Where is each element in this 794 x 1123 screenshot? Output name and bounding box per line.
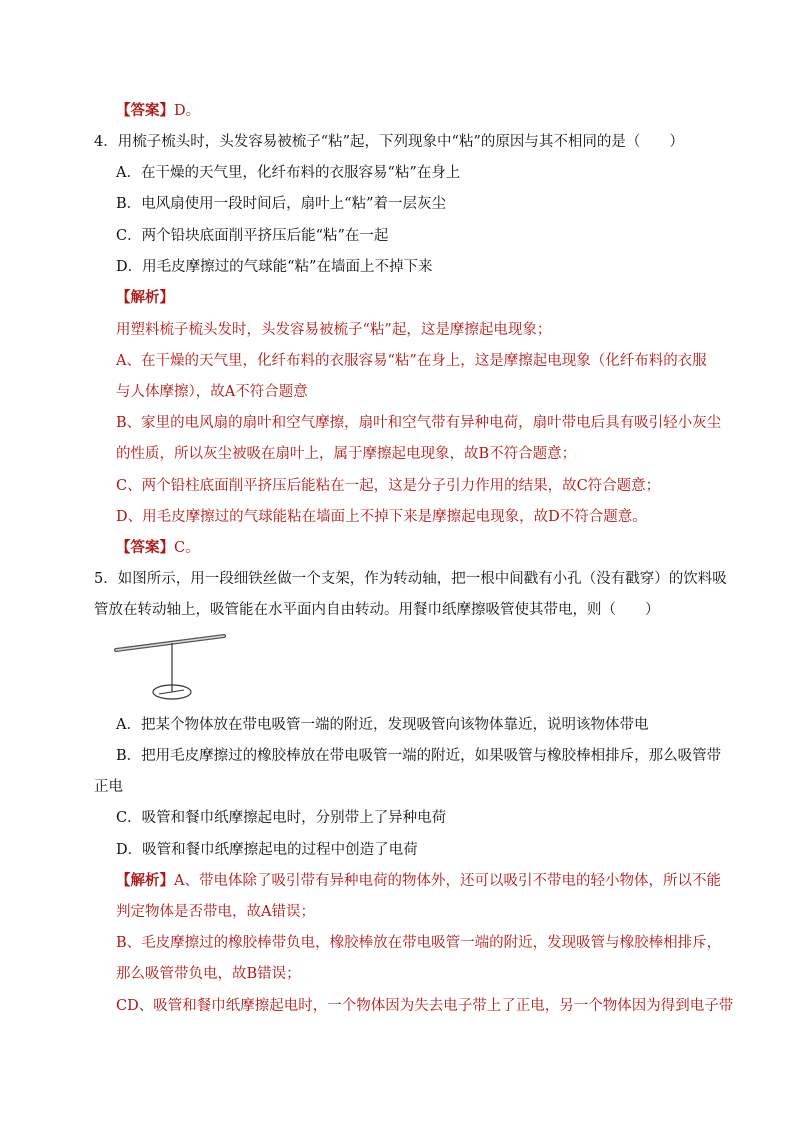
q4-analysis-tag: 【解析】 bbox=[116, 289, 174, 306]
q5-option-a: A．把某个物体放在带电吸管一端的附近，发现吸管向该物体靠近，说明该物体带电 bbox=[116, 717, 649, 733]
q5-analysis-line: B、毛皮摩擦过的橡胶棒带负电，橡胶棒放在带电吸管一端的附近，发现吸管与橡胶棒相排斥， bbox=[116, 935, 722, 951]
straw-pivot-figure bbox=[112, 632, 232, 702]
q4-option-d: D．用毛皮摩擦过的气球能“粘”在墙面上不掉下来 bbox=[116, 259, 433, 275]
q5-analysis-tag: 【解析】 bbox=[116, 872, 174, 889]
q4-stem: 4．用梳子梳头时，头发容易被梳子“粘”起，下列现象中“粘”的原因与其不相同的是（ ） bbox=[94, 134, 684, 150]
q4-analysis-line: 与人体摩擦），故A不符合题意 bbox=[116, 384, 308, 400]
q4-analysis-line: A、在干燥的天气里，化纤布料的衣服容易“粘”在身上，这是摩擦起电现象（化纤布料的衣服 bbox=[116, 353, 707, 369]
q4-option-c: C．两个铅块底面削平挤压后能“粘”在一起 bbox=[116, 228, 389, 244]
q4-analysis-line: 用塑料梳子梳头发时，头发容易被梳子“粘”起，这是摩擦起电现象； bbox=[116, 322, 552, 338]
q4-answer-line bbox=[116, 538, 200, 558]
q5-option-b-cont: 正电 bbox=[94, 779, 123, 795]
answer-value: D。 bbox=[174, 103, 201, 119]
q5-option-c: C．吸管和餐巾纸摩擦起电时，分别带上了异种电荷 bbox=[116, 810, 447, 826]
q5-analysis-first bbox=[116, 871, 721, 891]
q5-analysis-text: A、带电体除了吸引带有异种电荷的物体外，还可以吸引不带电的轻小物体，所以不能 bbox=[174, 873, 721, 889]
q4-option-a: A．在干燥的天气里，化纤布料的衣服容易“粘”在身上 bbox=[116, 165, 461, 181]
q5-stem-line: 管放在转动轴上，吸管能在水平面内自由转动。用餐巾纸摩擦吸管使其带电，则（ ） bbox=[94, 602, 660, 618]
q5-stem-line: 5．如图所示，用一段细铁丝做一个支架，作为转动轴，把一根中间戳有小孔（没有戳穿）的饮料吸 bbox=[94, 571, 727, 587]
answer-tag: 【答案】 bbox=[116, 102, 174, 119]
q4-analysis-line: D、用毛皮摩擦过的气球能粘在墙面上不掉下来是摩擦起电现象，故D不符合题意。 bbox=[116, 509, 647, 525]
q4-answer-value: C。 bbox=[174, 540, 200, 556]
q4-answer-tag: 【答案】 bbox=[116, 539, 174, 556]
q5-option-b: B．把用毛皮摩擦过的橡胶棒放在带电吸管一端的附近，如果吸管与橡胶棒相排斥，那么吸管带 bbox=[116, 748, 722, 764]
q4-analysis-line: C、两个铅柱底面削平挤压后能粘在一起，这是分子引力作用的结果，故C符合题意； bbox=[116, 478, 661, 494]
q5-analysis-line: 那么吸管带负电，故B错误； bbox=[116, 966, 301, 982]
q4-option-b: B．电风扇使用一段时间后，扇叶上“粘”着一层灰尘 bbox=[116, 196, 446, 212]
q4-analysis-line: 的性质，所以灰尘被吸在扇叶上，属于摩擦起电现象，故B不符合题意； bbox=[116, 446, 577, 462]
q5-analysis-line: 判定物体是否带电，故A错误； bbox=[116, 904, 315, 920]
answer-line bbox=[116, 101, 200, 121]
q5-option-d: D．吸管和餐巾纸摩擦起电的过程中创造了电荷 bbox=[116, 842, 418, 858]
q4-analysis-line: B、家里的电风扇的扇叶和空气摩擦，扇叶和空气带有异种电荷，扇叶带电后具有吸引轻小灰尘 bbox=[116, 415, 722, 431]
q5-analysis-line: CD、吸管和餐巾纸摩擦起电时，一个物体因为失去电子带上了正电，另一个物体因为得到电子带 bbox=[116, 998, 734, 1014]
